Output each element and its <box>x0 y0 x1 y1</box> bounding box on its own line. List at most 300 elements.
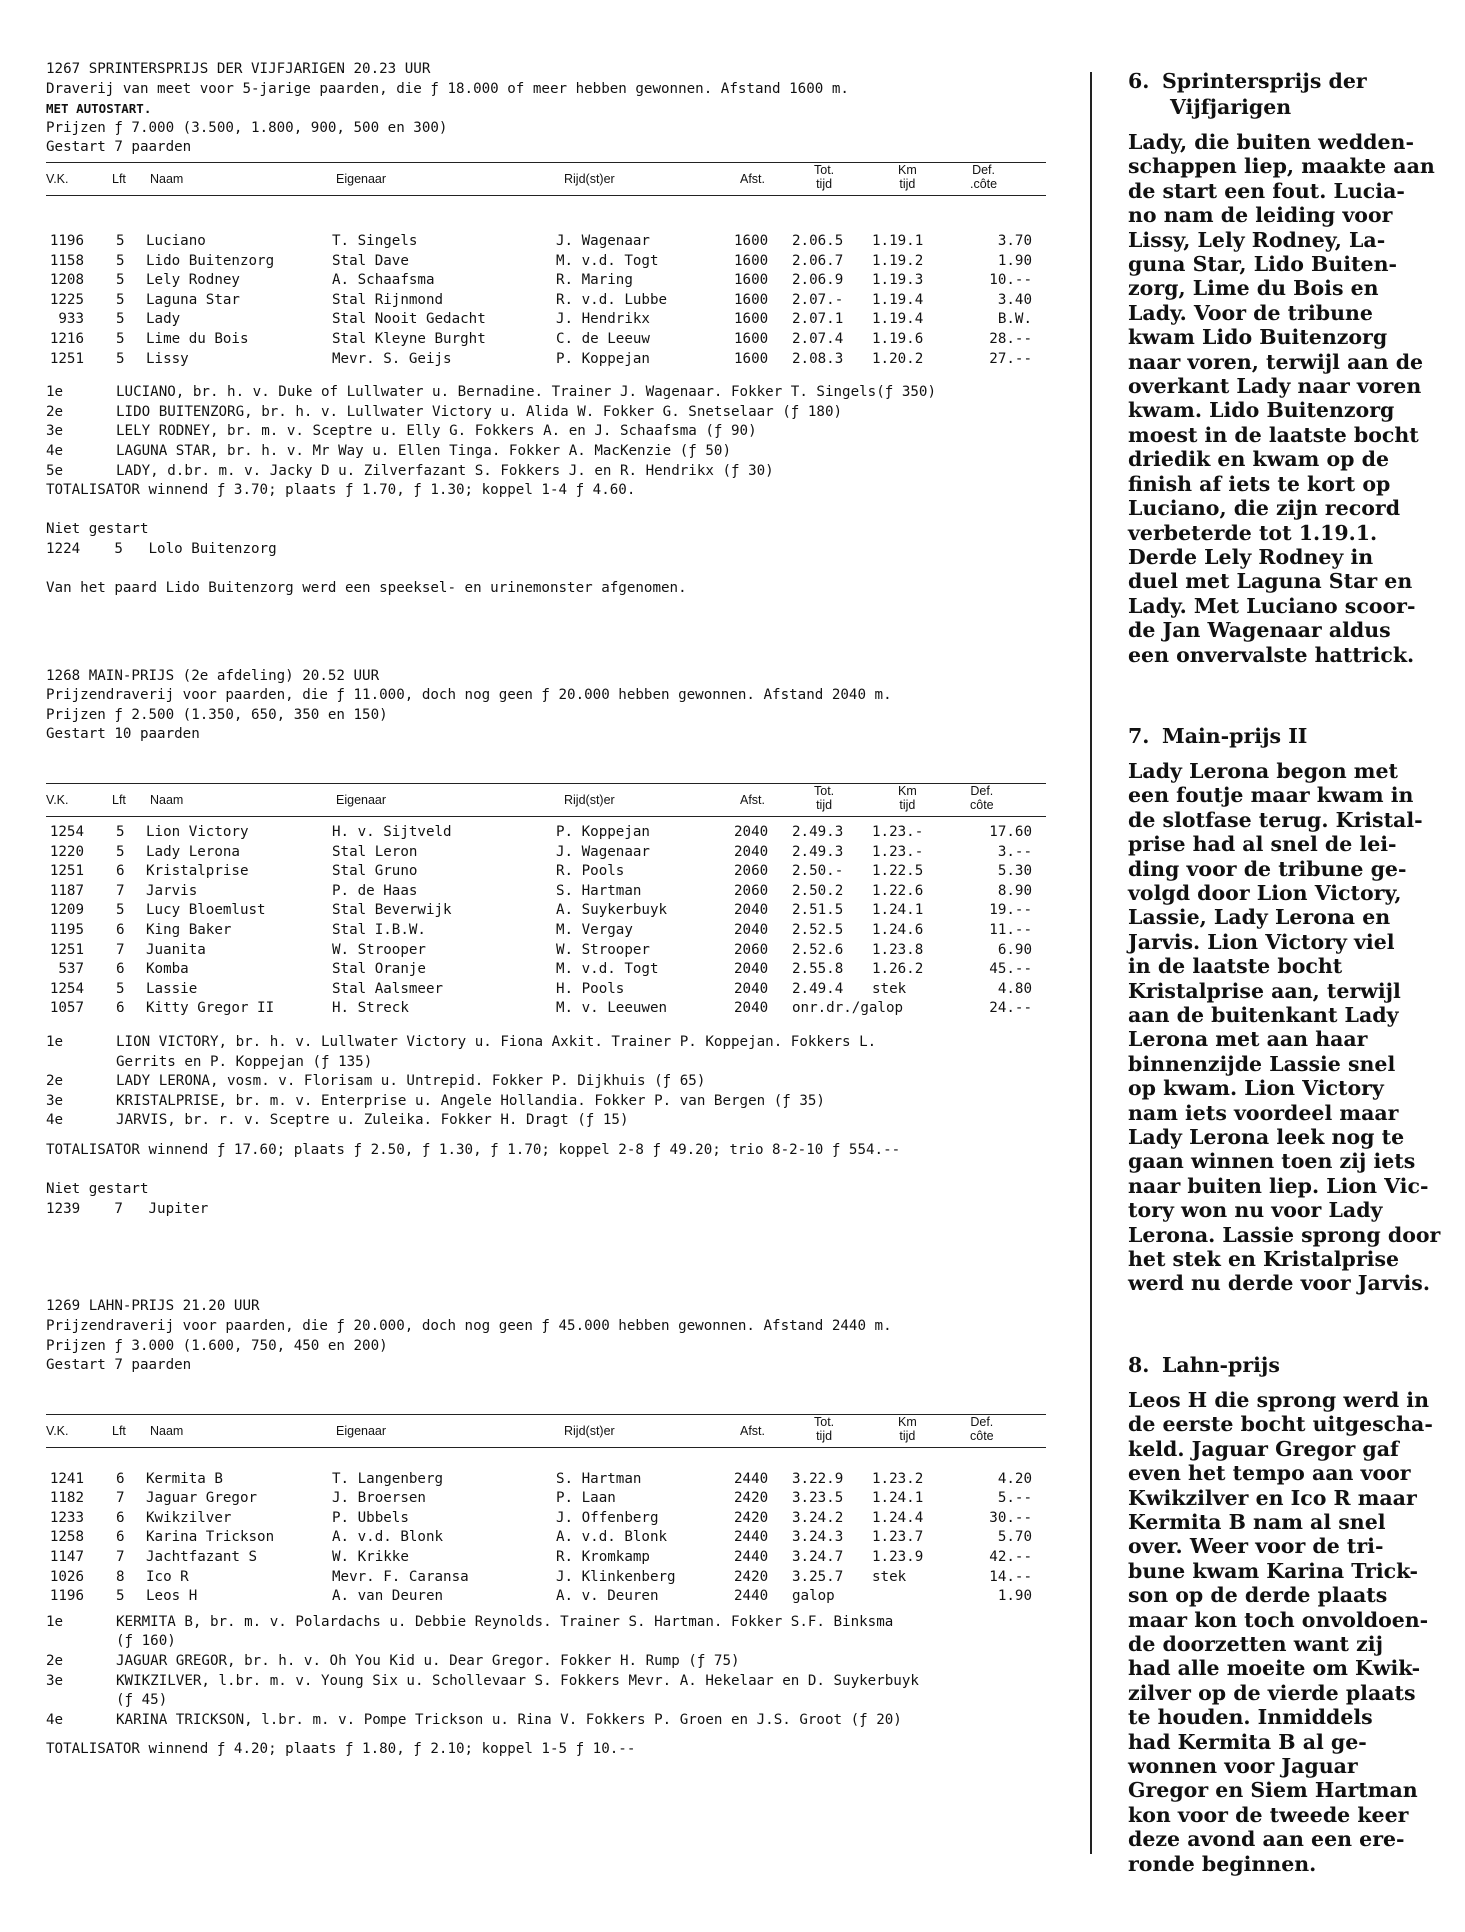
row-lft: 6 <box>116 1509 125 1526</box>
commentary-body: Lady, die buiten wedden- schappen liep, maakte aan de start een fout. Lucia- no nam de leiding voor Lissy, Lely Rodney, La- guna Star, Lido Buiten- zorg, Lime du Bois en Lady. Voor de tribune kwam Lido Buitenzorg naar voren, terwijl aan de overkant Lady naar voren kwam. Lido Buitenzorg moest in de laatste bocht driedik en kwam op de finish af iets te kort op Luciano, die zijn record verbeterde tot 1.19.1. Derde Lely Rodney in duel met Laguna Star en Lady. Met Luciano scoor- de Jan Wagenaar aldus een onvervalste hattrick. <box>1128 130 1435 667</box>
commentary-number: 7. <box>1128 723 1150 748</box>
commentary-section <box>1128 723 1454 1296</box>
placing-text: KWIKZILVER, l.br. m. v. Young Six u. Schollevaar S. Fokkers Mevr. A. Hekelaar en D. Suykerbuyk <box>116 1672 919 1689</box>
row-horse: Komba <box>146 961 189 978</box>
row-total-time: 2.06.5 <box>792 232 844 249</box>
row-owner: P. de Haas <box>332 882 418 899</box>
row-distance: 1600 <box>734 272 769 289</box>
race-prizes: Prijzen ƒ 3.000 (1.600, 750, 450 en 200) <box>46 1337 388 1354</box>
row-lft: 5 <box>116 843 125 860</box>
row-lft: 5 <box>116 272 125 289</box>
row-lft: 6 <box>116 922 125 938</box>
row-distance: 2040 <box>734 922 769 938</box>
table-row <box>46 291 1056 311</box>
placing-text: LAGUNA STAR, br. h. v. Mr Way u. Ellen Tinga. Fokker A. MacKenzie (ƒ 50) <box>116 442 731 459</box>
row-distance: 2420 <box>734 1568 769 1585</box>
results-table <box>46 1470 1056 1607</box>
row-km-time: 1.23.9 <box>872 1549 924 1566</box>
row-lft: 5 <box>116 330 125 347</box>
row-total-time: 2.06.7 <box>792 252 844 269</box>
row-horse: Leos H <box>146 1588 198 1605</box>
row-total-time: 3.24.7 <box>792 1549 844 1566</box>
row-total-time: 2.51.5 <box>792 902 844 919</box>
row-lft: 5 <box>116 980 125 997</box>
placing-text: (ƒ 45) <box>116 1692 168 1709</box>
row-driver: J. Wagenaar <box>556 843 650 860</box>
row-odds: 4.80 <box>997 980 1032 997</box>
row-driver: A. Suykerbuyk <box>556 902 668 919</box>
row-km-time: 1.22.5 <box>872 863 924 880</box>
row-odds: 14.-- <box>989 1568 1032 1585</box>
row-owner: Stal Nooit Gedacht <box>332 311 486 328</box>
col-lft: Lft <box>112 793 126 808</box>
col-km: Km tijd <box>898 162 917 191</box>
row-driver: A. v.d. Blonk <box>556 1529 668 1546</box>
col-afst: Afst. <box>740 171 766 186</box>
col-afst: Afst. <box>740 1423 766 1438</box>
row-total-time: 3.23.5 <box>792 1490 844 1507</box>
row-driver: S. Hartman <box>556 1470 642 1487</box>
row-driver: P. Koppejan <box>556 824 650 841</box>
row-km-time: 1.22.6 <box>872 882 924 899</box>
row-driver: J. Hendrikx <box>556 311 650 328</box>
row-odds: 3.40 <box>997 291 1032 308</box>
row-odds: 1.90 <box>997 1588 1032 1605</box>
table-row <box>46 1587 1056 1607</box>
row-odds: 45.-- <box>989 961 1032 978</box>
row-owner: Stal Leron <box>332 843 418 860</box>
row-lft: 5 <box>116 824 125 841</box>
race-started: Gestart 7 paarden <box>46 1357 192 1374</box>
totalisator: TOTALISATOR winnend ƒ 4.20; plaats ƒ 1.80, ƒ 2.10; koppel 1-5 ƒ 10.-- <box>46 1741 636 1758</box>
row-vk: 1251 <box>49 863 84 880</box>
row-total-time: 3.22.9 <box>792 1470 844 1487</box>
table-row <box>46 921 1056 941</box>
placing-rank: 1e <box>46 1613 64 1630</box>
placing-text: LUCIANO, br. h. v. Duke of Lullwater u. Bernadine. Trainer J. Wagenaar. Fokker T. Singels(ƒ 350) <box>116 384 936 401</box>
row-driver: M. Vergay <box>556 922 633 938</box>
row-lft: 5 <box>116 232 125 249</box>
row-horse: Jaguar Gregor <box>146 1490 258 1507</box>
row-horse: King Baker <box>146 922 232 938</box>
commentary-heading <box>1128 68 1454 120</box>
row-km-time: stek <box>872 1568 907 1585</box>
row-total-time: 2.50.2 <box>792 882 844 899</box>
row-distance: 2060 <box>734 882 769 899</box>
race-1268 <box>46 667 1056 1220</box>
placing-rank: 2e <box>46 1073 64 1090</box>
row-lft: 6 <box>116 1470 125 1487</box>
row-owner: Stal I.B.W. <box>332 922 426 938</box>
row-distance: 2040 <box>734 961 769 978</box>
row-driver: J. Wagenaar <box>556 232 650 249</box>
row-vk: 1196 <box>49 1588 84 1605</box>
row-vk: 537 <box>58 961 84 978</box>
row-owner: T. Singels <box>332 232 418 249</box>
placings <box>46 1033 1056 1131</box>
row-km-time: 1.24.1 <box>872 1490 924 1507</box>
col-lft: Lft <box>112 171 126 186</box>
row-horse: Laguna Star <box>146 291 240 308</box>
row-horse: Jarvis <box>146 882 198 899</box>
row-horse: Kwikzilver <box>146 1509 232 1526</box>
row-horse: Juanita <box>146 941 206 958</box>
row-km-time: 1.19.4 <box>872 291 924 308</box>
table-row <box>46 271 1056 291</box>
placings <box>46 383 1056 481</box>
row-km-time: 1.24.1 <box>872 902 924 919</box>
row-vk: 1216 <box>49 330 84 347</box>
row-distance: 2440 <box>734 1588 769 1605</box>
commentary-title-line2: Vijfjarigen <box>1170 95 1292 119</box>
row-vk: 1254 <box>49 980 84 997</box>
race-prizes: Prijzen ƒ 7.000 (3.500, 1.800, 900, 500 en 300) <box>46 119 448 136</box>
col-eigenaar: Eigenaar <box>336 171 387 186</box>
row-owner: P. Ubbels <box>332 1509 409 1526</box>
column-divider <box>1090 72 1092 1854</box>
row-vk: 1182 <box>49 1490 84 1507</box>
row-total-time: 2.49.4 <box>792 980 844 997</box>
row-km-time: 1.23.8 <box>872 941 924 958</box>
row-lft: 7 <box>116 941 125 958</box>
table-row <box>46 1489 1056 1509</box>
row-total-time: 2.07.1 <box>792 311 844 328</box>
row-driver: A. v. Deuren <box>556 1588 659 1605</box>
row-distance: 1600 <box>734 350 769 367</box>
col-lft: Lft <box>112 1423 126 1438</box>
row-total-time: 2.07.4 <box>792 330 844 347</box>
col-def: Def. .côte <box>970 162 998 191</box>
placing-rank: 2e <box>46 403 64 420</box>
row-horse: Kitty Gregor II <box>146 1000 275 1017</box>
placing-line <box>46 1711 1056 1731</box>
row-total-time: 2.49.3 <box>792 843 844 860</box>
commentary-body: Lady Lerona begon met een foutje maar kwam in de slotfase terug. Kristal- prise had al snel de lei- ding voor de tribune ge- volgd door Lion Victory, Lassie, Lady Lerona en Jarvis. Lion Victory viel in de laatste bocht Kristalprise aan, terwijl aan de buitenkant Lady Lerona met aan haar binnenzijde Lassie snel op kwam. Lion Victory nam iets voordeel maar Lady Lerona leek nog te gaan winnen toen zij iets naar buiten liep. Lion Vic- tory won nu voor Lady Lerona. Lassie sprong door het stek en Kristalprise werd nu derde voor Jarvis. <box>1128 758 1441 1296</box>
table-row <box>46 980 1056 1000</box>
row-distance: 2440 <box>734 1529 769 1546</box>
row-lft: 6 <box>116 961 125 978</box>
row-odds: 10.-- <box>989 272 1032 289</box>
placing-rank: 3e <box>46 1672 64 1689</box>
col-rijder: Rijd(st)er <box>564 171 615 186</box>
race-title: 1268 MAIN-PRIJS (2e afdeling) 20.52 UUR <box>46 667 380 684</box>
table-row <box>46 1470 1056 1490</box>
row-vk: 1209 <box>49 902 84 919</box>
commentary-title: Main-prijs II <box>1162 723 1308 748</box>
row-owner: Mevr. F. Caransa <box>332 1568 469 1585</box>
row-horse: Kermita B <box>146 1470 223 1487</box>
placing-rank: 3e <box>46 423 64 440</box>
row-horse: Lucy Bloemlust <box>146 902 266 919</box>
row-owner: Stal Oranje <box>332 961 426 978</box>
row-horse: Ico R <box>146 1568 189 1585</box>
placing-text: LELY RODNEY, br. m. v. Sceptre u. Elly G. Fokkers A. en J. Schaafsma (ƒ 90) <box>116 423 757 440</box>
row-total-time: 2.52.5 <box>792 922 844 938</box>
row-horse: Lime du Bois <box>146 330 249 347</box>
placing-text: Gerrits en P. Koppejan (ƒ 135) <box>116 1053 373 1070</box>
col-afst: Afst. <box>740 793 766 808</box>
commentary-section <box>1128 68 1454 667</box>
row-vk: 1187 <box>49 882 84 899</box>
row-driver: P. Koppejan <box>556 350 650 367</box>
row-odds: 27.-- <box>989 350 1032 367</box>
commentary-number: 8. <box>1128 1352 1150 1377</box>
table-row <box>46 252 1056 272</box>
placing-line <box>46 1072 1056 1092</box>
row-vk: 1208 <box>49 272 84 289</box>
row-horse: Lissy <box>146 350 189 367</box>
row-vk: 1233 <box>49 1509 84 1526</box>
placing-text: KRISTALPRISE, br. m. v. Enterprise u. Angele Hollandia. Fokker P. van Bergen (ƒ 35) <box>116 1092 825 1109</box>
row-odds: 3.70 <box>997 232 1032 249</box>
placing-line <box>46 1613 1056 1633</box>
row-distance: 2440 <box>734 1470 769 1487</box>
row-km-time: stek <box>872 980 907 997</box>
row-km-time: 1.24.6 <box>872 922 924 938</box>
row-odds: B.W. <box>997 311 1032 328</box>
col-naam: Naam <box>150 1423 184 1438</box>
placing-line <box>46 1652 1056 1672</box>
placing-line <box>46 462 1056 482</box>
placing-line <box>46 1111 1056 1131</box>
row-odds: 28.-- <box>989 330 1032 347</box>
row-owner: A. v.d. Blonk <box>332 1529 444 1546</box>
table-header <box>46 1414 1046 1448</box>
row-odds: 24.-- <box>989 1000 1032 1017</box>
row-distance: 2040 <box>734 902 769 919</box>
row-distance: 2440 <box>734 1549 769 1566</box>
row-driver: R. v.d. Lubbe <box>556 291 668 308</box>
race-note: Van het paard Lido Buitenzorg werd een speeksel- en urinemonster afgenomen. <box>46 580 687 597</box>
row-lft: 6 <box>116 1529 125 1546</box>
row-odds: 6.90 <box>997 941 1032 958</box>
row-vk: 1241 <box>49 1470 84 1487</box>
table-row <box>46 232 1056 252</box>
row-driver: R. Maring <box>556 272 633 289</box>
placing-text: LION VICTORY, br. h. v. Lullwater Victory u. Fiona Axkit. Trainer P. Koppejan. Fokkers L. <box>116 1033 877 1050</box>
row-odds: 30.-- <box>989 1509 1032 1526</box>
race-prizes: Prijzen ƒ 2.500 (1.350, 650, 350 en 150) <box>46 706 388 723</box>
row-total-time: 2.08.3 <box>792 350 844 367</box>
placing-text: KARINA TRICKSON, l.br. m. v. Pompe Trickson u. Rina V. Fokkers P. Groen en J.S. Groot (ƒ 20) <box>116 1711 902 1728</box>
row-owner: A. van Deuren <box>332 1588 444 1605</box>
row-horse: Lady <box>146 311 181 328</box>
placing-line <box>46 422 1056 442</box>
table-header <box>46 783 1046 817</box>
row-km-time: 1.23.- <box>872 824 924 841</box>
row-lft: 6 <box>116 863 125 880</box>
table-header <box>46 162 1046 196</box>
col-tot: Tot. tijd <box>814 162 835 191</box>
row-vk: 1057 <box>49 1000 84 1017</box>
row-lft: 5 <box>116 291 125 308</box>
row-distance: 2040 <box>734 980 769 997</box>
row-driver: R. Kromkamp <box>556 1549 650 1566</box>
row-horse: Lely Rodney <box>146 272 240 289</box>
col-vk: V.K. <box>46 1423 69 1438</box>
row-owner: Stal Kleyne Burght <box>332 330 486 347</box>
row-horse: Lido Buitenzorg <box>146 252 275 269</box>
row-odds: 4.20 <box>997 1470 1032 1487</box>
placing-rank: 4e <box>46 442 64 459</box>
placing-line <box>46 1092 1056 1112</box>
table-row <box>46 1509 1056 1529</box>
placing-text: (ƒ 160) <box>116 1633 176 1650</box>
row-distance: 1600 <box>734 252 769 269</box>
row-odds: 19.-- <box>989 902 1032 919</box>
row-driver: M. v.d. Togt <box>556 252 659 269</box>
row-total-time: 2.07.- <box>792 291 844 308</box>
results-table <box>46 823 1056 1019</box>
row-vk: 1195 <box>49 922 84 938</box>
col-tot: Tot. tijd <box>814 1414 835 1443</box>
row-km-time: 1.26.2 <box>872 961 924 978</box>
table-row <box>46 823 1056 843</box>
col-naam: Naam <box>150 171 184 186</box>
row-horse: Lassie <box>146 980 198 997</box>
col-tot: Tot. tijd <box>814 784 835 813</box>
row-vk: 1026 <box>49 1568 84 1585</box>
row-vk: 1158 <box>49 252 84 269</box>
row-owner: W. Krikke <box>332 1549 409 1566</box>
placing-line <box>46 1632 1056 1652</box>
row-owner: H. v. Sijtveld <box>332 824 452 841</box>
table-row <box>46 999 1056 1019</box>
totalisator: TOTALISATOR winnend ƒ 17.60; plaats ƒ 2.50, ƒ 1.30, ƒ 1.70; koppel 2-8 ƒ 49.20; trio 8-2-10 ƒ 554.-- <box>46 1141 901 1158</box>
race-started: Gestart 10 paarden <box>46 726 200 743</box>
placing-text: JARVIS, br. r. v. Sceptre u. Zuleika. Fokker H. Dragt (ƒ 15) <box>116 1112 629 1129</box>
row-owner: T. Langenberg <box>332 1470 444 1487</box>
row-vk: 1220 <box>49 843 84 860</box>
row-total-time: 2.52.6 <box>792 941 844 958</box>
row-vk: 1251 <box>49 941 84 958</box>
col-rijder: Rijd(st)er <box>564 793 615 808</box>
row-total-time: 2.49.3 <box>792 824 844 841</box>
row-driver: J. Offenberg <box>556 1509 659 1526</box>
row-km-time: 1.23.7 <box>872 1529 924 1546</box>
row-horse: Lady Lerona <box>146 843 240 860</box>
row-driver: M. v. Leeuwen <box>556 1000 668 1017</box>
row-km-time: 1.19.1 <box>872 232 924 249</box>
row-total-time: 2.55.8 <box>792 961 844 978</box>
table-row <box>46 1528 1056 1548</box>
placing-line <box>46 1672 1056 1692</box>
row-lft: 8 <box>116 1568 125 1585</box>
row-vk: 1196 <box>49 232 84 249</box>
row-odds: 5.-- <box>997 1490 1032 1507</box>
race-1269 <box>46 1297 1056 1760</box>
placing-text: KERMITA B, br. m. v. Polardachs u. Debbie Reynolds. Trainer S. Hartman. Fokker S.F. Binksma <box>116 1613 894 1630</box>
table-row <box>46 960 1056 980</box>
row-owner: H. Streck <box>332 1000 409 1017</box>
row-lft: 7 <box>116 1549 125 1566</box>
table-row <box>46 882 1056 902</box>
row-driver: P. Laan <box>556 1490 616 1507</box>
placing-rank: 5e <box>46 462 64 479</box>
not-started-label: Niet gestart <box>46 521 149 538</box>
commentary-heading <box>1128 1352 1454 1378</box>
row-owner: Stal Rijnmond <box>332 291 444 308</box>
row-odds: 42.-- <box>989 1549 1032 1566</box>
table-row <box>46 350 1056 370</box>
totalisator: TOTALISATOR winnend ƒ 3.70; plaats ƒ 1.70, ƒ 1.30; koppel 1-4 ƒ 4.60. <box>46 482 636 499</box>
commentary-section <box>1128 1352 1454 1876</box>
table-row <box>46 901 1056 921</box>
row-horse: Jachtfazant S <box>146 1549 258 1566</box>
row-driver: H. Pools <box>556 980 625 997</box>
col-vk: V.K. <box>46 171 69 186</box>
commentary-title: Lahn-prijs <box>1162 1352 1280 1377</box>
row-lft: 5 <box>116 252 125 269</box>
row-odds: 5.30 <box>997 863 1032 880</box>
placing-line <box>46 1691 1056 1711</box>
row-horse: Luciano <box>146 232 206 249</box>
race-commentary-column <box>1128 68 1454 1932</box>
placing-text: LIDO BUITENZORG, br. h. v. Lullwater Victory u. Alida W. Fokker G. Snetselaar (ƒ 180) <box>116 403 843 420</box>
race-description: Prijzendraverij voor paarden, die ƒ 11.000, doch nog geen ƒ 20.000 hebben gewonnen. Afstand 2040 m. <box>46 687 892 704</box>
row-distance: 2040 <box>734 824 769 841</box>
row-total-time: galop <box>792 1588 835 1605</box>
race-title: 1267 SPRINTERSPRIJS DER VIJFJARIGEN 20.23 UUR <box>46 61 431 77</box>
results-table <box>46 232 1056 369</box>
row-distance: 2040 <box>734 1000 769 1017</box>
row-lft: 5 <box>116 902 125 919</box>
placing-line <box>46 442 1056 462</box>
col-eigenaar: Eigenaar <box>336 793 387 808</box>
row-lft: 7 <box>116 1490 125 1507</box>
row-total-time: 2.50.- <box>792 863 844 880</box>
row-km-time: 1.19.6 <box>872 330 924 347</box>
row-owner: W. Strooper <box>332 941 426 958</box>
row-driver: J. Klinkenberg <box>556 1568 676 1585</box>
row-km-time: 1.23.- <box>872 843 924 860</box>
row-distance: 2420 <box>734 1490 769 1507</box>
row-lft: 6 <box>116 1000 125 1017</box>
row-driver: S. Hartman <box>556 882 642 899</box>
row-owner: A. Schaafsma <box>332 272 435 289</box>
commentary-title: Sprintersprijs der <box>1162 69 1367 93</box>
col-rijder: Rijd(st)er <box>564 1423 615 1438</box>
row-driver: R. Pools <box>556 863 625 880</box>
col-km: Km tijd <box>898 1414 917 1443</box>
row-km-time: 1.19.2 <box>872 252 924 269</box>
col-km: Km tijd <box>898 784 917 813</box>
row-km-time: 1.19.3 <box>872 272 924 289</box>
col-def: Def. côte <box>970 784 994 813</box>
row-vk: 1254 <box>49 824 84 841</box>
row-owner: Stal Aalsmeer <box>332 980 444 997</box>
col-vk: V.K. <box>46 793 69 808</box>
row-total-time: 3.24.2 <box>792 1509 844 1526</box>
row-vk: 1251 <box>49 350 84 367</box>
col-eigenaar: Eigenaar <box>336 1423 387 1438</box>
row-owner: Stal Gruno <box>332 863 418 880</box>
commentary-number: 6. <box>1128 69 1150 93</box>
placing-rank: 1e <box>46 1033 64 1050</box>
row-distance: 1600 <box>734 311 769 328</box>
row-driver: C. de Leeuw <box>556 330 650 347</box>
row-owner: Stal Dave <box>332 252 409 269</box>
row-horse: Kristalprise <box>146 863 249 880</box>
race-1267 <box>46 60 1056 599</box>
row-odds: 8.90 <box>997 882 1032 899</box>
row-lft: 5 <box>116 350 125 367</box>
row-horse: Karina Trickson <box>146 1529 275 1546</box>
placing-rank: 2e <box>46 1653 64 1670</box>
table-row <box>46 310 1056 330</box>
table-row <box>46 1548 1056 1568</box>
race-description: Draverij van meet voor 5-jarige paarden, die ƒ 18.000 of meer hebben gewonnen. Afstand 1600 m. <box>46 80 849 97</box>
